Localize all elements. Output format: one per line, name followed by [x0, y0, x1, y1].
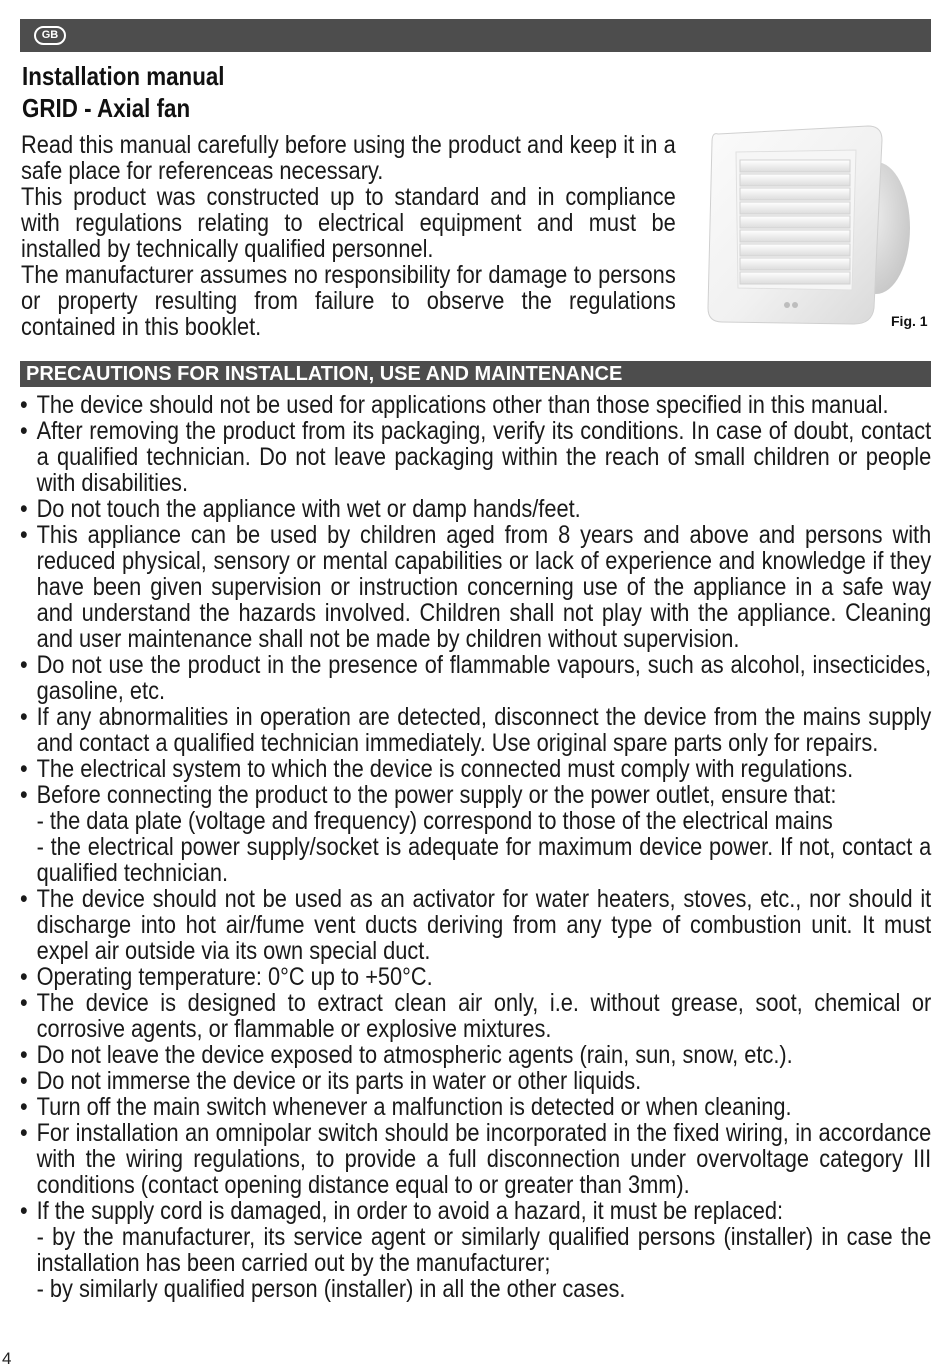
language-header-bar [20, 19, 931, 52]
sub-item: - by similarly qualified person (installer) in all the other cases. [36, 1275, 626, 1303]
sub-item: - the electrical power supply/socket is adequate for maximum device power. If not, contact a qualified technician. [36, 833, 932, 887]
figure-label: Fig. 1 [891, 313, 928, 329]
list-item [20, 1120, 931, 1198]
list-item-text: Do not immerse the device or its parts in water or other liquids. [36, 1067, 642, 1095]
list-item [20, 522, 931, 652]
axial-fan-image [696, 112, 940, 336]
page-number: 4 [2, 1349, 12, 1368]
list-item [20, 964, 931, 990]
list-item [20, 1094, 931, 1120]
intro-paragraph: Read this manual carefully before using the product and keep it in a safe place for referenceas necessary. [21, 131, 676, 185]
intro-paragraph: The manufacturer assumes no responsibility for damage to persons or property resulting from failure to observe the regulations contained in this booklet. [21, 261, 676, 341]
intro-paragraph: This product was constructed up to standard and in compliance with regulations relating to electrical equipment and must be installed by technically qualified personnel. [21, 183, 676, 263]
list-item-text: Do not use the product in the presence of flammable vapours, such as alcohol, insecticides, gasoline, etc. [36, 651, 932, 705]
section-heading: PRECAUTIONS FOR INSTALLATION, USE AND MAINTENANCE [20, 361, 931, 387]
language-badge: GB [34, 26, 66, 45]
list-item-text: The device is designed to extract clean air only, i.e. without grease, soot, chemical or corrosive agents, or flammable or explosive mixtures. [36, 989, 932, 1043]
list-item [20, 652, 931, 704]
list-item-text: The device should not be used for applications other than those specified in this manual. [36, 391, 889, 419]
list-item-text: Operating temperature: 0°C up to +50°C. [36, 963, 433, 991]
list-item [20, 704, 931, 756]
list-item [20, 392, 931, 418]
sub-item: - by the manufacturer, its service agent or similarly qualified persons (installer) in case the installation has been carried out by the manufacturer; [36, 1223, 932, 1277]
list-item-text: If any abnormalities in operation are detected, disconnect the device from the mains supply and contact a qualified technician immediately. Use original spare parts only for repairs. [36, 703, 932, 757]
precautions-list [20, 392, 931, 1302]
list-item [20, 990, 931, 1042]
list-item-text: This appliance can be used by children aged from 8 years and above and persons with reduced physical, sensory or mental capabilities or lack of experience and knowledge if they have been given supervision or instruction concerning use of the appliance in a safe way and understand the hazards involved. Children shall not play with the appliance. Cleaning and user maintenance shall not be made by children without supervision. [36, 521, 932, 653]
list-item-text: After removing the product from its packaging, verify its conditions. In case of doubt, contact a qualified technician. Do not leave packaging within the reach of small children or people with disabilities. [36, 417, 932, 497]
page-title [22, 60, 225, 124]
list-item-text: If the supply cord is damaged, in order to avoid a hazard, it must be replaced: [36, 1197, 784, 1225]
list-item-text: The electrical system to which the device is connected must comply with regulations. [36, 755, 854, 783]
fan-illustration [696, 112, 940, 336]
list-item-text: For installation an omnipolar switch should be incorporated in the fixed wiring, in accordance with the wiring regulations, to provide a full disconnection under overvoltage category III conditions (contact opening distance equal to or greater than 3mm). [36, 1119, 932, 1199]
sub-item: - the data plate (voltage and frequency) correspond to those of the electrical mains [36, 807, 833, 835]
list-item-text: Do not leave the device exposed to atmospheric agents (rain, sun, snow, etc.). [36, 1041, 793, 1069]
intro-text [21, 132, 676, 340]
list-item [20, 1042, 931, 1068]
list-item-text: The device should not be used as an activator for water heaters, stoves, etc., nor should it discharge into hot air/fume vent ducts deriving from any type of combustion unit. It must expel air outside via its own special duct. [36, 885, 932, 965]
list-item-text: Do not touch the appliance with wet or damp hands/feet. [36, 495, 581, 523]
title-line-1: Installation manual [22, 61, 225, 91]
list-item [20, 1198, 931, 1302]
list-item [20, 756, 931, 782]
list-item [20, 782, 931, 886]
list-item [20, 496, 931, 522]
list-item [20, 886, 931, 964]
list-item-text: Turn off the main switch whenever a malfunction is detected or when cleaning. [36, 1093, 792, 1121]
title-line-2: GRID - Axial fan [22, 93, 191, 123]
list-item-text: Before connecting the product to the power supply or the power outlet, ensure that: [36, 781, 837, 809]
list-item [20, 1068, 931, 1094]
list-item [20, 418, 931, 496]
